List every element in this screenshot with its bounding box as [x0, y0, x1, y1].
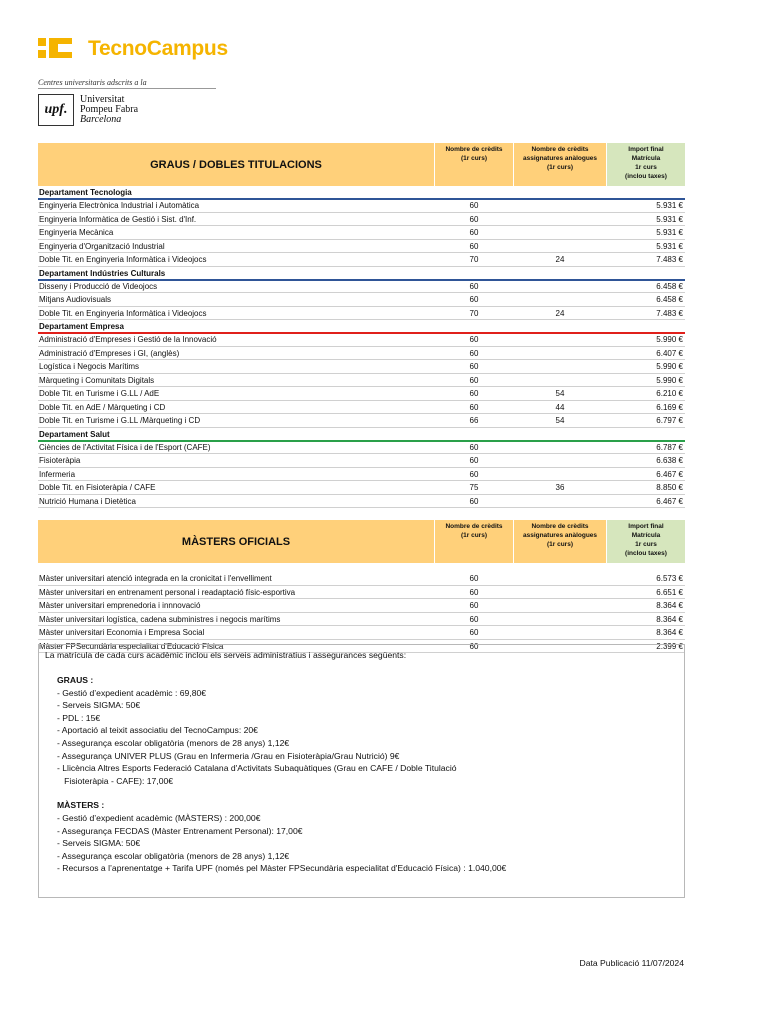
graus-table	[38, 143, 685, 508]
price-cell: 5.931 €	[656, 228, 683, 237]
analog-credits-cell: 54	[555, 416, 565, 425]
program-name: Màster universitari Economia i Empresa Social	[39, 628, 205, 637]
credits-cell: 60	[469, 614, 479, 624]
table-row	[38, 481, 685, 495]
upf-logo	[38, 94, 138, 126]
header-line: Nombre de crèdits	[531, 523, 589, 530]
program-name: Administració d'Empreses i Gestió de la Innovació	[39, 335, 217, 344]
upf-name-line: Universitat	[80, 94, 125, 105]
price-cell: 6.573 €	[656, 574, 683, 583]
program-name: Nutrició Humana i Dietètica	[39, 496, 136, 506]
program-name: Doble Tit. en Turisme i G.LL / AdE	[39, 389, 160, 398]
credits-cell: 60	[469, 201, 479, 210]
credits-cell: 70	[469, 255, 479, 264]
price-cell: 7.483 €	[656, 255, 683, 264]
info-item: - Assegurança escolar obligatòria (menors de 28 anys) 1,12€	[57, 737, 290, 748]
department-name: Departament Indústries Culturals	[39, 268, 166, 278]
column-header-credits	[435, 143, 513, 186]
column-header-price	[607, 143, 685, 186]
table-row	[38, 240, 685, 254]
program-name: Doble Tit. en Enginyeria Informàtica i Videojocs	[39, 255, 207, 264]
table-row	[38, 454, 685, 468]
header-line: Import final	[628, 523, 664, 530]
program-name: Fisioteràpia	[39, 456, 81, 465]
credits-cell: 60	[469, 241, 479, 251]
table-row	[38, 213, 685, 227]
analog-credits-cell: 24	[555, 255, 565, 264]
table-row	[38, 495, 685, 509]
price-cell: 8.364 €	[656, 601, 683, 610]
header-line: assignatures anàlogues	[522, 532, 598, 539]
program-name: Ciències de l'Activitat Física i de l'Esport (CAFE)	[39, 442, 211, 452]
credits-cell: 60	[469, 469, 479, 479]
credits-cell: 60	[469, 281, 479, 291]
masters-table	[38, 520, 685, 653]
program-name: Doble Tit. en Fisioteràpia / CAFE	[39, 483, 156, 492]
program-name: Infermeria	[39, 469, 76, 479]
department-header	[38, 320, 685, 333]
credits-cell: 60	[469, 375, 479, 385]
program-name: Doble Tit. en Turisme i G.LL /Màrqueting i CD	[39, 416, 201, 425]
table-row	[38, 374, 685, 388]
header-line: Nombre de crèdits	[531, 146, 589, 153]
header-line: 1r curs	[635, 164, 657, 171]
program-name: Enginyeria d'Organització Industrial	[39, 241, 165, 251]
price-cell: 6.651 €	[656, 587, 683, 597]
header-line: Nombre de crèdits	[445, 146, 503, 153]
department-name: Departament Empresa	[39, 322, 124, 331]
program-name: Màster FPSecundària especialitat d'Educació Física	[39, 641, 224, 651]
header-line: (1r curs)	[546, 541, 573, 548]
department-header	[38, 428, 685, 441]
table-row	[38, 226, 685, 240]
table-row	[38, 253, 685, 267]
department-name: Departament Salut	[39, 429, 110, 439]
table-row	[38, 572, 685, 586]
price-cell: 6.787 €	[656, 442, 683, 452]
header-line: 1r curs	[635, 541, 657, 548]
credits-cell: 60	[469, 574, 479, 583]
program-name: Màrqueting i Comunitats Digitals	[39, 375, 155, 385]
program-name: Enginyeria Informàtica de Gestió i Sist. d'Inf.	[39, 214, 197, 224]
price-cell: 5.990 €	[656, 362, 683, 371]
header-line: assignatures anàlogues	[522, 155, 598, 162]
credits-cell: 60	[469, 587, 479, 597]
header-line: Matrícula	[631, 155, 661, 162]
price-cell: 6.407 €	[656, 348, 683, 358]
column-header-credits	[435, 520, 513, 563]
info-item: - Recursos a l’aprenentatge + Tarifa UPF (només pel Màster FPSecundària especialitat d'Educació Física) : 1.040,00€	[57, 863, 507, 874]
info-item: - Llicència Altres Esports Federació Catalana d'Activitats Subaquàtiques (Grau en CAFE / Doble Titulació	[57, 763, 457, 774]
analog-credits-cell: 36	[555, 483, 565, 492]
price-cell: 5.931 €	[656, 214, 683, 224]
credits-cell: 60	[469, 442, 479, 452]
adscription-text: Centres universitaris adscrits a la	[38, 78, 147, 87]
upf-mark: upf.	[38, 94, 74, 126]
price-cell: 8.364 €	[656, 628, 683, 637]
analog-credits-cell: 24	[555, 308, 565, 318]
credits-cell: 60	[469, 362, 479, 371]
department-name: Departament Tecnologia	[39, 188, 132, 197]
column-header-analog	[514, 520, 606, 563]
price-cell: 6.458 €	[656, 281, 683, 291]
header-line: (inclou taxes)	[625, 173, 667, 180]
included-services-box	[38, 644, 685, 898]
table-row	[38, 441, 685, 455]
credits-cell: 60	[469, 402, 479, 412]
header-line: (1r curs)	[460, 532, 487, 539]
header-line: Nombre de crèdits	[445, 523, 503, 530]
analog-credits-cell: 44	[555, 402, 565, 412]
department-header	[38, 186, 685, 199]
credits-cell: 60	[469, 496, 479, 506]
price-cell: 2.399 €	[656, 641, 683, 651]
price-cell: 6.458 €	[656, 295, 683, 304]
credits-cell: 70	[469, 308, 479, 318]
credits-cell: 60	[469, 601, 479, 610]
section-title: GRAUS / DOBLES TITULACIONS	[38, 143, 434, 186]
credits-cell: 60	[469, 348, 479, 358]
info-section-title: MÀSTERS :	[57, 800, 105, 811]
table-row	[38, 613, 685, 627]
price-cell: 5.990 €	[656, 335, 683, 344]
table-row	[38, 347, 685, 361]
table-row	[38, 360, 685, 374]
tecnocampus-logo	[38, 36, 228, 62]
header-line: (inclou taxes)	[625, 550, 667, 557]
info-item: - PDL : 15€	[57, 712, 101, 723]
price-cell: 8.850 €	[656, 483, 683, 492]
table-row	[38, 280, 685, 294]
info-item: - Serveis SIGMA: 50€	[57, 838, 141, 849]
info-item: - Serveis SIGMA: 50€	[57, 700, 141, 711]
credits-cell: 66	[469, 416, 479, 425]
credits-cell: 75	[469, 483, 479, 492]
credits-cell: 60	[469, 389, 479, 398]
header-line: Import final	[628, 146, 664, 153]
info-item: - Assegurança escolar obligatòria (menors de 28 anys) 1,12€	[57, 850, 290, 861]
tecnocampus-mark-icon	[38, 38, 82, 60]
price-cell: 6.467 €	[656, 469, 683, 479]
credits-cell: 60	[469, 295, 479, 304]
program-name: Enginyeria Mecànica	[39, 228, 114, 237]
table-row	[38, 333, 685, 347]
column-header-price	[607, 520, 685, 563]
upf-name-line: Barcelona	[80, 114, 122, 125]
divider	[38, 88, 216, 89]
credits-cell: 60	[469, 335, 479, 344]
credits-cell: 60	[469, 228, 479, 237]
program-name: Màster universitari atenció integrada en la cronicitat i l'envelliment	[39, 574, 272, 583]
price-cell: 6.169 €	[656, 402, 683, 412]
table-header	[38, 520, 685, 563]
info-intro: La matrícula de cada curs acadèmic inclou els serveis administratius i assegurances següents:	[45, 650, 407, 660]
price-cell: 7.483 €	[656, 308, 683, 318]
header-line: Matrícula	[631, 532, 661, 539]
section-title: MÀSTERS OFICIALS	[38, 520, 434, 563]
table-row	[38, 387, 685, 401]
table-row	[38, 414, 685, 428]
credits-cell: 60	[469, 641, 479, 651]
info-item: - Aportació al teixit associatiu del TecnoCampus: 20€	[57, 725, 258, 736]
price-cell: 5.931 €	[656, 201, 683, 210]
program-name: Doble Tit. en Enginyeria Informàtica i Videojocs	[39, 308, 207, 318]
table-row	[38, 401, 685, 415]
price-cell: 6.797 €	[656, 416, 683, 425]
brand-name: TecnoCampus	[88, 37, 228, 60]
program-name: Mitjans Audiovisuals	[39, 295, 112, 304]
column-header-analog	[514, 143, 606, 186]
info-item: - Gestió d’expedient acadèmic (MÀSTERS) : 200,00€	[57, 812, 261, 823]
table-row	[38, 586, 685, 600]
program-name: Màster universitari en entrenament personal i readaptació físic-esportiva	[39, 587, 296, 597]
program-name: Doble Tit. en AdE / Màrqueting i CD	[39, 402, 166, 412]
program-name: Disseny i Producció de Videojocs	[39, 281, 158, 291]
program-name: Logística i Negocis Marítims	[39, 362, 140, 371]
price-cell: 6.638 €	[656, 456, 683, 465]
program-name: Enginyeria Electrònica Industrial i Automàtica	[39, 201, 200, 210]
table-row	[38, 293, 685, 307]
table-row	[38, 599, 685, 613]
analog-credits-cell: 54	[555, 389, 565, 398]
table-row	[38, 307, 685, 321]
upf-name-line: Pompeu Fabra	[80, 104, 139, 115]
info-item: - Gestió d’expedient acadèmic : 69,80€	[57, 687, 207, 698]
price-cell: 6.210 €	[656, 389, 683, 398]
table-row	[38, 468, 685, 482]
credits-cell: 60	[469, 214, 479, 224]
program-name: Administració d'Empreses i GI, (anglès)	[39, 348, 180, 358]
program-name: Màster universitari emprenedoria i innnovació	[39, 601, 201, 610]
info-item: Fisioteràpia - CAFE): 17,00€	[57, 775, 174, 786]
price-cell: 5.931 €	[656, 241, 683, 251]
table-row	[38, 199, 685, 213]
table-header	[38, 143, 685, 186]
program-name: Màster universitari logística, cadena subministres i negocis marítims	[39, 614, 281, 624]
info-section-title: GRAUS :	[57, 675, 94, 685]
publication-date: Data Publicació 11/07/2024	[579, 958, 684, 968]
header-line: (1r curs)	[546, 164, 573, 171]
price-cell: 6.467 €	[656, 496, 683, 506]
table-row	[38, 626, 685, 640]
department-header	[38, 267, 685, 280]
price-cell: 5.990 €	[656, 375, 683, 385]
credits-cell: 60	[469, 456, 479, 465]
header-line: (1r curs)	[460, 155, 487, 162]
info-item: - Assegurança FECDAS (Màster Entrenament Personal): 17,00€	[57, 825, 303, 836]
credits-cell: 60	[469, 628, 479, 637]
price-cell: 8.364 €	[656, 614, 683, 624]
info-item: - Assegurança UNIVER PLUS (Grau en Infermeria /Grau en Fisioteràpia/Grau Nutrició) 9€	[57, 750, 400, 761]
